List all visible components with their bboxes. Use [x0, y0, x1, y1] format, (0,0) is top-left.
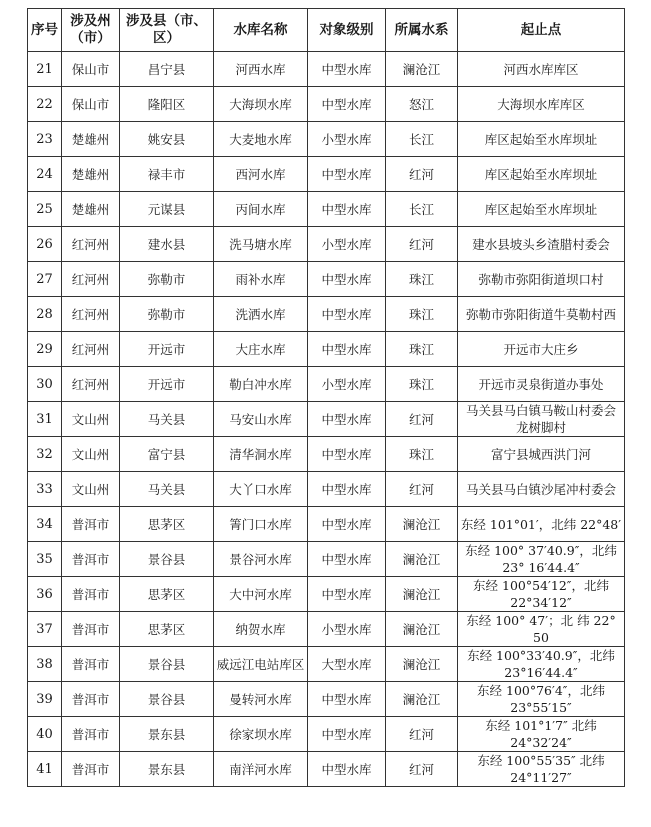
cell-start-end-point: 建水县坡头乡渣腊村委会 [458, 227, 625, 262]
cell-prefecture: 文山州 [62, 472, 120, 507]
cell-index: 25 [28, 192, 62, 227]
cell-prefecture: 普洱市 [62, 752, 120, 787]
cell-start-end-point: 东经 101°1′7″ 北纬 24°32′24″ [458, 717, 625, 752]
cell-reservoir-name: 徐家坝水库 [214, 717, 308, 752]
cell-start-end-point: 东经 100°55′35″ 北纬 24°11′27″ [458, 752, 625, 787]
table-row [28, 577, 625, 612]
cell-reservoir-name: 勒白冲水库 [214, 367, 308, 402]
cell-river-system: 珠江 [386, 297, 458, 332]
table-row [28, 472, 625, 507]
cell-level: 中型水库 [308, 717, 386, 752]
cell-prefecture: 红河州 [62, 262, 120, 297]
cell-county: 禄丰市 [120, 157, 214, 192]
cell-county: 昌宁县 [120, 52, 214, 87]
cell-start-end-point: 东经 100°76′4″，北纬 23°55′15″ [458, 682, 625, 717]
cell-index: 39 [28, 682, 62, 717]
cell-level: 小型水库 [308, 122, 386, 157]
cell-start-end-point: 库区起始至水库坝址 [458, 157, 625, 192]
cell-prefecture: 保山市 [62, 52, 120, 87]
cell-river-system: 红河 [386, 157, 458, 192]
cell-index: 21 [28, 52, 62, 87]
cell-prefecture: 文山州 [62, 437, 120, 472]
cell-river-system: 澜沧江 [386, 682, 458, 717]
cell-county: 景东县 [120, 752, 214, 787]
cell-start-end-point: 弥勒市弥阳街道牛莫勒村西 [458, 297, 625, 332]
cell-reservoir-name: 景谷河水库 [214, 542, 308, 577]
table-row [28, 297, 625, 332]
cell-prefecture: 普洱市 [62, 682, 120, 717]
cell-prefecture: 楚雄州 [62, 122, 120, 157]
cell-prefecture: 红河州 [62, 297, 120, 332]
reservoir-table [27, 8, 625, 787]
cell-index: 28 [28, 297, 62, 332]
cell-start-end-point: 开远市大庄乡 [458, 332, 625, 367]
cell-prefecture: 普洱市 [62, 717, 120, 752]
table-row [28, 647, 625, 682]
table-body [28, 52, 625, 787]
cell-index: 30 [28, 367, 62, 402]
cell-level: 中型水库 [308, 192, 386, 227]
cell-start-end-point: 富宁县城西洪门河 [458, 437, 625, 472]
table-row [28, 402, 625, 437]
cell-reservoir-name: 马安山水库 [214, 402, 308, 437]
cell-index: 27 [28, 262, 62, 297]
table-row [28, 717, 625, 752]
cell-level: 小型水库 [308, 227, 386, 262]
cell-river-system: 珠江 [386, 332, 458, 367]
cell-prefecture: 楚雄州 [62, 192, 120, 227]
cell-county: 弥勒市 [120, 262, 214, 297]
cell-level: 小型水库 [308, 612, 386, 647]
header-level: 对象级别 [308, 9, 386, 52]
cell-county: 建水县 [120, 227, 214, 262]
cell-index: 26 [28, 227, 62, 262]
table-row [28, 52, 625, 87]
cell-start-end-point: 库区起始至水库坝址 [458, 192, 625, 227]
cell-county: 思茅区 [120, 507, 214, 542]
table-row [28, 612, 625, 647]
cell-start-end-point: 大海坝水库库区 [458, 87, 625, 122]
cell-reservoir-name: 大丫口水库 [214, 472, 308, 507]
cell-reservoir-name: 箐门口水库 [214, 507, 308, 542]
cell-start-end-point: 开远市灵泉街道办事处 [458, 367, 625, 402]
cell-level: 中型水库 [308, 752, 386, 787]
cell-level: 中型水库 [308, 437, 386, 472]
table-row [28, 157, 625, 192]
cell-county: 开远市 [120, 332, 214, 367]
cell-reservoir-name: 大麦地水库 [214, 122, 308, 157]
table-row [28, 227, 625, 262]
table-row [28, 262, 625, 297]
cell-reservoir-name: 大中河水库 [214, 577, 308, 612]
cell-river-system: 红河 [386, 227, 458, 262]
table-row [28, 682, 625, 717]
cell-index: 37 [28, 612, 62, 647]
cell-prefecture: 楚雄州 [62, 157, 120, 192]
cell-river-system: 澜沧江 [386, 507, 458, 542]
table-row [28, 542, 625, 577]
table-row [28, 122, 625, 157]
cell-level: 中型水库 [308, 402, 386, 437]
cell-county: 弥勒市 [120, 297, 214, 332]
cell-index: 34 [28, 507, 62, 542]
table-row [28, 332, 625, 367]
cell-reservoir-name: 威远江电站库区 [214, 647, 308, 682]
cell-county: 景东县 [120, 717, 214, 752]
header-prefecture: 涉及州（市） [62, 9, 120, 52]
cell-prefecture: 普洱市 [62, 542, 120, 577]
cell-reservoir-name: 大海坝水库 [214, 87, 308, 122]
cell-prefecture: 普洱市 [62, 647, 120, 682]
cell-start-end-point: 河西水库库区 [458, 52, 625, 87]
cell-level: 中型水库 [308, 87, 386, 122]
cell-river-system: 红河 [386, 402, 458, 437]
cell-prefecture: 文山州 [62, 402, 120, 437]
cell-start-end-point: 马关县马白镇马鞍山村委会龙树脚村 [458, 402, 625, 437]
cell-county: 姚安县 [120, 122, 214, 157]
table-row [28, 437, 625, 472]
cell-reservoir-name: 曼转河水库 [214, 682, 308, 717]
cell-county: 开远市 [120, 367, 214, 402]
cell-prefecture: 普洱市 [62, 612, 120, 647]
header-reservoir-name: 水库名称 [214, 9, 308, 52]
cell-reservoir-name: 河西水库 [214, 52, 308, 87]
cell-county: 思茅区 [120, 612, 214, 647]
cell-reservoir-name: 清华洞水库 [214, 437, 308, 472]
cell-index: 35 [28, 542, 62, 577]
cell-level: 中型水库 [308, 262, 386, 297]
cell-start-end-point: 东经 100° 37′40.9″，北纬 23° 16′44.4″ [458, 542, 625, 577]
cell-level: 中型水库 [308, 157, 386, 192]
cell-level: 中型水库 [308, 577, 386, 612]
cell-start-end-point: 马关县马白镇沙尾冲村委会 [458, 472, 625, 507]
cell-level: 中型水库 [308, 682, 386, 717]
cell-county: 富宁县 [120, 437, 214, 472]
cell-prefecture: 红河州 [62, 367, 120, 402]
cell-river-system: 珠江 [386, 437, 458, 472]
cell-prefecture: 红河州 [62, 227, 120, 262]
cell-county: 元谋县 [120, 192, 214, 227]
cell-index: 31 [28, 402, 62, 437]
cell-river-system: 珠江 [386, 262, 458, 297]
cell-reservoir-name: 洗马塘水库 [214, 227, 308, 262]
cell-river-system: 怒江 [386, 87, 458, 122]
cell-index: 33 [28, 472, 62, 507]
cell-start-end-point: 东经 101°01′，北纬 22°48′ [458, 507, 625, 542]
cell-level: 大型水库 [308, 647, 386, 682]
header-start-end-point: 起止点 [458, 9, 625, 52]
cell-river-system: 珠江 [386, 367, 458, 402]
cell-reservoir-name: 纳贺水库 [214, 612, 308, 647]
cell-index: 23 [28, 122, 62, 157]
cell-level: 中型水库 [308, 297, 386, 332]
table-row [28, 752, 625, 787]
cell-prefecture: 普洱市 [62, 507, 120, 542]
cell-river-system: 红河 [386, 717, 458, 752]
table-row [28, 367, 625, 402]
cell-prefecture: 红河州 [62, 332, 120, 367]
cell-level: 中型水库 [308, 52, 386, 87]
cell-index: 22 [28, 87, 62, 122]
cell-reservoir-name: 洗洒水库 [214, 297, 308, 332]
cell-index: 29 [28, 332, 62, 367]
cell-reservoir-name: 大庄水库 [214, 332, 308, 367]
cell-reservoir-name: 丙间水库 [214, 192, 308, 227]
cell-reservoir-name: 南洋河水库 [214, 752, 308, 787]
cell-river-system: 长江 [386, 192, 458, 227]
cell-county: 思茅区 [120, 577, 214, 612]
cell-start-end-point: 库区起始至水库坝址 [458, 122, 625, 157]
cell-prefecture: 普洱市 [62, 577, 120, 612]
cell-county: 马关县 [120, 472, 214, 507]
cell-county: 马关县 [120, 402, 214, 437]
cell-river-system: 澜沧江 [386, 542, 458, 577]
cell-county: 隆阳区 [120, 87, 214, 122]
table-row [28, 507, 625, 542]
table-row [28, 192, 625, 227]
cell-river-system: 长江 [386, 122, 458, 157]
cell-river-system: 澜沧江 [386, 52, 458, 87]
cell-level: 小型水库 [308, 367, 386, 402]
cell-reservoir-name: 雨补水库 [214, 262, 308, 297]
cell-county: 景谷县 [120, 542, 214, 577]
cell-index: 40 [28, 717, 62, 752]
cell-start-end-point: 弥勒市弥阳街道坝口村 [458, 262, 625, 297]
cell-start-end-point: 东经 100°33′40.9″，北纬 23°16′44.4″ [458, 647, 625, 682]
cell-river-system: 澜沧江 [386, 577, 458, 612]
cell-index: 32 [28, 437, 62, 472]
cell-river-system: 澜沧江 [386, 612, 458, 647]
cell-start-end-point: 东经 100° 47′；北 纬 22° 50 [458, 612, 625, 647]
cell-level: 中型水库 [308, 507, 386, 542]
cell-county: 景谷县 [120, 647, 214, 682]
header-index: 序号 [28, 9, 62, 52]
cell-prefecture: 保山市 [62, 87, 120, 122]
cell-river-system: 红河 [386, 752, 458, 787]
cell-county: 景谷县 [120, 682, 214, 717]
cell-reservoir-name: 西河水库 [214, 157, 308, 192]
cell-river-system: 澜沧江 [386, 647, 458, 682]
cell-index: 24 [28, 157, 62, 192]
cell-index: 41 [28, 752, 62, 787]
cell-start-end-point: 东经 100°54′12″，北纬 22°34′12″ [458, 577, 625, 612]
cell-river-system: 红河 [386, 472, 458, 507]
header-county: 涉及县（市、区） [120, 9, 214, 52]
cell-index: 38 [28, 647, 62, 682]
header-row [28, 9, 625, 52]
header-river-system: 所属水系 [386, 9, 458, 52]
cell-level: 中型水库 [308, 332, 386, 367]
cell-level: 中型水库 [308, 542, 386, 577]
table-row [28, 87, 625, 122]
cell-level: 中型水库 [308, 472, 386, 507]
cell-index: 36 [28, 577, 62, 612]
